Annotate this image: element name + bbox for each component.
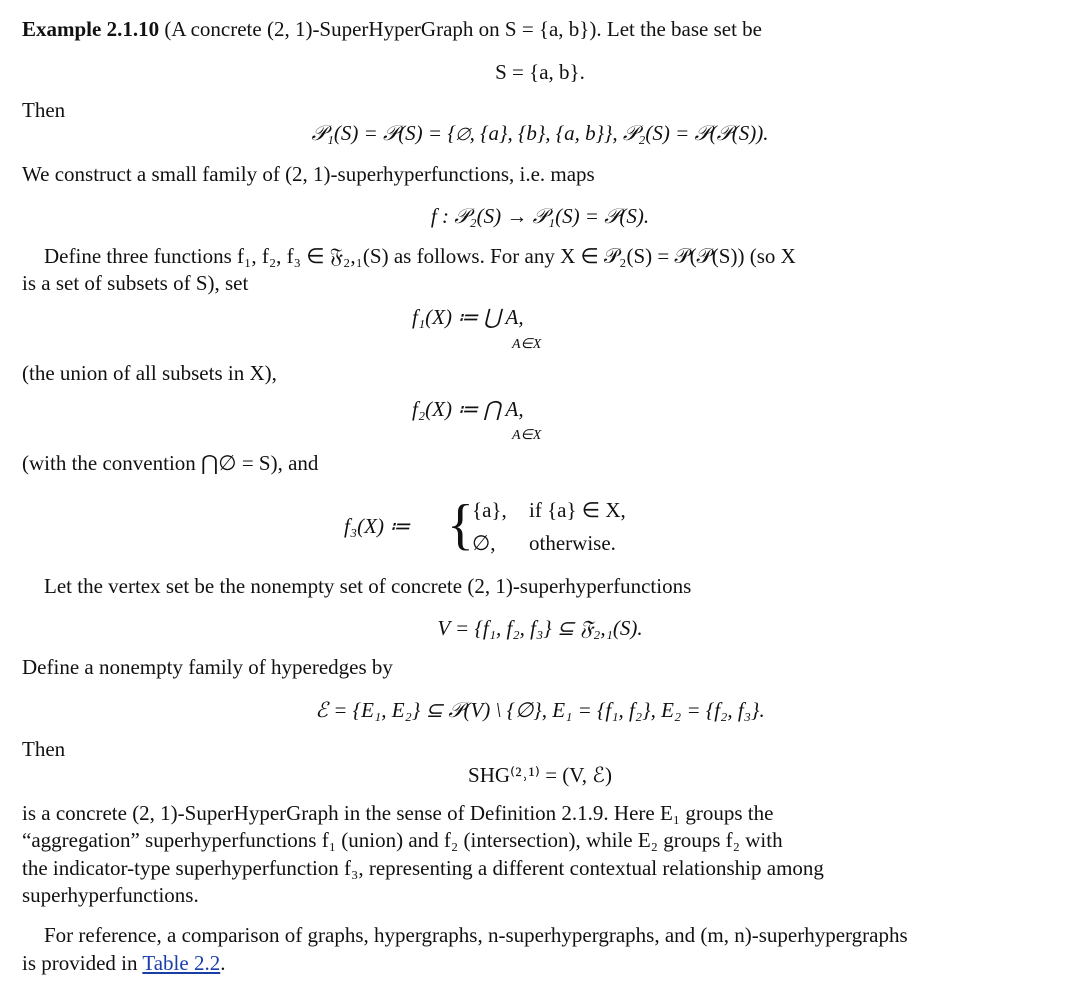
f3-case2-value: ∅, xyxy=(472,531,496,555)
left-brace-icon: { xyxy=(447,494,474,556)
f1-subscript: A∈X xyxy=(512,337,542,352)
example-heading xyxy=(22,16,762,42)
example-label: Example 2.1.10 xyxy=(22,17,160,41)
powerset-equation: 𝒫₁(S) = 𝒫(S) = {∅, {a}, {b}, {a, b}}, 𝒫₂(S) = 𝒫(𝒫(S)). xyxy=(311,121,769,145)
f3-case2-condition: otherwise. xyxy=(529,531,616,555)
then-text: Then xyxy=(22,98,66,122)
example-title: (A concrete (2, 1)-SuperHyperGraph on S = {a, b}). Let the base set be xyxy=(164,17,762,41)
paragraph-line-4: superhyperfunctions. xyxy=(22,883,199,907)
define-text-1: Define three functions f₁, f₂, f₃ ∈ 𝔉₂,₁(S) as follows. For any X ∈ 𝒫₂(S) = 𝒫(𝒫(S)) (so X xyxy=(44,244,796,268)
reference-suffix: . xyxy=(220,951,226,975)
reference-prefix: is provided in xyxy=(22,951,138,975)
table-link[interactable]: Table 2.2 xyxy=(142,951,221,975)
f3-lhs: f₃(X) ≔ xyxy=(344,514,411,538)
f3-case1-value: {a}, xyxy=(472,498,507,522)
construct-text: We construct a small family of (2, 1)-superhyperfunctions, i.e. maps xyxy=(22,162,595,186)
shg-equation: SHG⁽²˒¹⁾ = (V, ℰ) xyxy=(468,763,612,787)
edges-equation: ℰ = {E₁, E₂} ⊆ 𝒫(V) \ {∅}, E₁ = {f₁, f₂}, E₂ = {f₂, f₃}. xyxy=(315,698,765,722)
map-equation: f : 𝒫₂(S) → 𝒫₁(S) = 𝒫(S). xyxy=(430,204,650,228)
f2-equation: f₂(X) ≔ ⋂ A, xyxy=(412,397,524,421)
f3-case1-condition: if {a} ∈ X, xyxy=(529,498,626,522)
f2-subscript: A∈X xyxy=(512,428,542,443)
edges-intro: Define a nonempty family of hyperedges by xyxy=(22,655,393,679)
then-text-2: Then xyxy=(22,737,66,761)
reference-line-1: For reference, a comparison of graphs, hypergraphs, n-superhypergraphs, and (m, n)-superhypergraphs xyxy=(44,923,908,947)
paragraph-line-3: the indicator-type superhyperfunction f₃, representing a different contextual relationship among xyxy=(22,856,824,880)
convention-text: (with the convention ⋂∅ = S), and xyxy=(22,451,319,475)
union-note: (the union of all subsets in X), xyxy=(22,361,277,385)
paragraph-line-1: is a concrete (2, 1)-SuperHyperGraph in the sense of Definition 2.1.9. Here E₁ groups the xyxy=(22,801,774,825)
define-text-2: is a set of subsets of S), set xyxy=(22,271,249,295)
f1-equation: f₁(X) ≔ ⋃ A, xyxy=(412,305,524,329)
paragraph-line-2: “aggregation” superhyperfunctions f₁ (union) and f₂ (intersection), while E₂ groups f₂ with xyxy=(22,828,783,852)
vertex-intro: Let the vertex set be the nonempty set of concrete (2, 1)-superhyperfunctions xyxy=(44,574,692,598)
vertex-set-equation: V = {f₁, f₂, f₃} ⊆ 𝔉₂,₁(S). xyxy=(437,616,643,640)
reference-line-2 xyxy=(22,950,225,976)
base-set-equation: S = {a, b}. xyxy=(495,60,585,84)
